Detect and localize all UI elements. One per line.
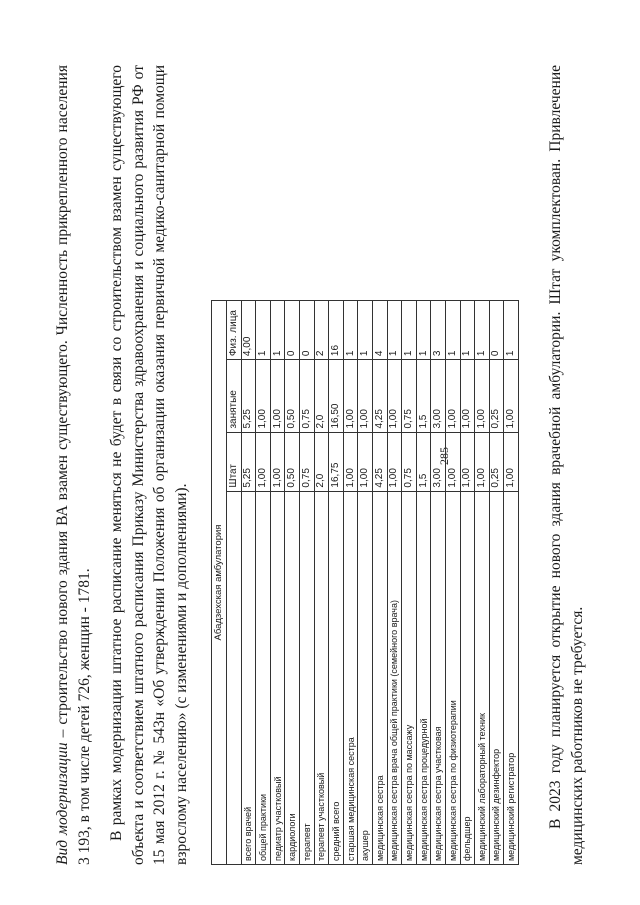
column-header-persons: Физ. лица	[227, 301, 242, 360]
paragraph-text: – строительство нового здания ВА взамен существующего. Численность прикрепленного населения	[54, 65, 71, 743]
staff-cell: 1,00	[475, 432, 490, 491]
paragraph-line: В 2023 году планируется открытие нового здания врачебной амбулатории. Штат укомплектован. Привлечение	[547, 65, 564, 829]
occupied-cell: 0,25	[489, 360, 504, 432]
row-name-cell: медицинская сестра по массажу	[402, 491, 417, 864]
occupied-cell: 1,00	[475, 360, 490, 432]
table-row	[475, 301, 490, 865]
table-row	[285, 301, 300, 865]
occupied-cell: 0,75	[299, 360, 314, 432]
table-row	[402, 301, 417, 865]
occupied-cell: 1,00	[270, 360, 285, 432]
persons-cell: 1	[387, 301, 402, 360]
row-name-cell: медицинский лабораторный техник	[475, 491, 490, 864]
staff-cell: 1,00	[343, 432, 358, 491]
paragraph-line	[52, 65, 74, 865]
table-row	[343, 301, 358, 865]
row-name-cell: фельдшер	[460, 491, 475, 864]
row-name-cell: терапевт	[299, 491, 314, 864]
table-header-blank	[227, 491, 242, 864]
occupied-cell: 16,50	[329, 360, 344, 432]
persons-cell: 1	[445, 301, 460, 360]
row-name-cell: терапевт участковый	[314, 491, 329, 864]
row-name-cell: средний всего	[329, 491, 344, 864]
occupied-cell: 1,00	[504, 360, 519, 432]
staff-cell: 1,00	[504, 432, 519, 491]
paragraph-conclusion	[545, 65, 588, 865]
persons-cell: 0	[489, 301, 504, 360]
paragraph-line: медицинских работников не требуется.	[568, 606, 586, 865]
row-name-cell: медицинский дезинфектор	[489, 491, 504, 864]
persons-cell: 1	[256, 301, 271, 360]
table-row	[358, 301, 373, 865]
occupied-cell: 1,00	[387, 360, 402, 432]
row-name-cell: кардиологи	[285, 491, 300, 864]
occupied-cell: 4,25	[372, 360, 387, 432]
staff-cell: 1,00	[387, 432, 402, 491]
persons-cell: 2	[314, 301, 329, 360]
table-row	[256, 301, 271, 865]
modernization-label: Вид модернизации	[54, 742, 71, 865]
table-row	[241, 301, 256, 865]
persons-cell: 16	[329, 301, 344, 360]
row-name-cell: медицинская сестра по физиотерапии	[445, 491, 460, 864]
row-name-cell: медицинский регистратор	[504, 491, 519, 864]
table-row	[460, 301, 475, 865]
staff-cell: 0,25	[489, 432, 504, 491]
occupied-cell: 1,00	[460, 360, 475, 432]
table-row	[372, 301, 387, 865]
staff-table	[211, 300, 519, 865]
persons-cell: 1	[460, 301, 475, 360]
paragraph-line: объекта и соответствием штатного расписания Приказу Министерства здравоохранения и социального развития РФ от	[129, 65, 147, 865]
row-name-cell: общей практики	[256, 491, 271, 864]
persons-cell: 1	[402, 301, 417, 360]
table-row	[314, 301, 329, 865]
staff-cell: 5,25	[241, 432, 256, 491]
persons-cell: 4	[372, 301, 387, 360]
column-header-staff: Штат	[227, 432, 242, 491]
table-body	[241, 301, 518, 865]
table-row	[299, 301, 314, 865]
table-row	[270, 301, 285, 865]
paragraph-modernization-type	[52, 65, 95, 865]
staff-cell: 4,25	[372, 432, 387, 491]
row-name-cell: медицинская сестра	[372, 491, 387, 864]
row-name-cell: медицинская сестра врача общей практики (семейного врача)	[387, 491, 402, 864]
row-name-cell: педиатр участковый	[270, 491, 285, 864]
table-row	[387, 301, 402, 865]
persons-cell: 0	[285, 301, 300, 360]
paragraph-line: взрослому населению» (с изменениями и дополнениями).	[172, 483, 190, 865]
staff-table-container	[211, 300, 519, 865]
occupied-cell: 5,25	[241, 360, 256, 432]
persons-cell: 1	[358, 301, 373, 360]
paragraph-line: 15 мая 2012 г. № 543н «Об утверждении Положения об организации оказания первичной медико-санитарной помощи	[151, 65, 168, 865]
occupied-cell: 0,50	[285, 360, 300, 432]
persons-cell: 1	[270, 301, 285, 360]
occupied-cell: 3,00	[431, 360, 446, 432]
persons-cell: 0	[299, 301, 314, 360]
persons-cell: 1	[504, 301, 519, 360]
paragraph-staffing	[106, 65, 192, 865]
persons-cell: 1	[343, 301, 358, 360]
staff-cell: 1,00	[460, 432, 475, 491]
persons-cell: 1	[416, 301, 431, 360]
staff-cell: 1,5	[416, 432, 431, 491]
staff-cell: 2,0	[314, 432, 329, 491]
table-row	[504, 301, 519, 865]
paragraph-line: В рамках модернизации штатное расписание меняться не будет в связи со строительством взамен существующего	[108, 65, 125, 841]
occupied-cell: 1,00	[256, 360, 271, 432]
persons-cell: 1	[475, 301, 490, 360]
table-row	[489, 301, 504, 865]
table-title: Абадзехская амбулатория	[212, 301, 227, 865]
persons-cell: 4,00	[241, 301, 256, 360]
row-name-cell: акушер	[358, 491, 373, 864]
staff-cell: 3,00	[431, 432, 446, 491]
table-row	[416, 301, 431, 865]
row-name-cell: медицинская сестра участковая	[431, 491, 446, 864]
page-number: 285	[437, 447, 451, 465]
occupied-cell: 0,75	[402, 360, 417, 432]
column-header-occupied: занятые	[227, 360, 242, 432]
staff-cell: 1,00	[270, 432, 285, 491]
staff-cell: 1,00	[445, 432, 460, 491]
staff-cell: 1,00	[256, 432, 271, 491]
row-name-cell: старшая медицинская сестра	[343, 491, 358, 864]
occupied-cell: 1,00	[358, 360, 373, 432]
staff-cell: 0,75	[299, 432, 314, 491]
occupied-cell: 2,0	[314, 360, 329, 432]
persons-cell: 3	[431, 301, 446, 360]
occupied-cell: 1,00	[343, 360, 358, 432]
occupied-cell: 1,5	[416, 360, 431, 432]
row-name-cell: медицинская сестра процедурной	[416, 491, 431, 864]
table-row	[329, 301, 344, 865]
staff-cell: 0,50	[285, 432, 300, 491]
table-row	[445, 301, 460, 865]
table-row	[431, 301, 446, 865]
staff-cell: 0,75	[402, 432, 417, 491]
staff-cell: 1,00	[358, 432, 373, 491]
paragraph-line: 3 193, в том числе детей 726, женщин - 1781.	[75, 568, 93, 865]
staff-cell: 16,75	[329, 432, 344, 491]
row-name-cell: всего врачей	[241, 491, 256, 864]
occupied-cell: 1,00	[445, 360, 460, 432]
